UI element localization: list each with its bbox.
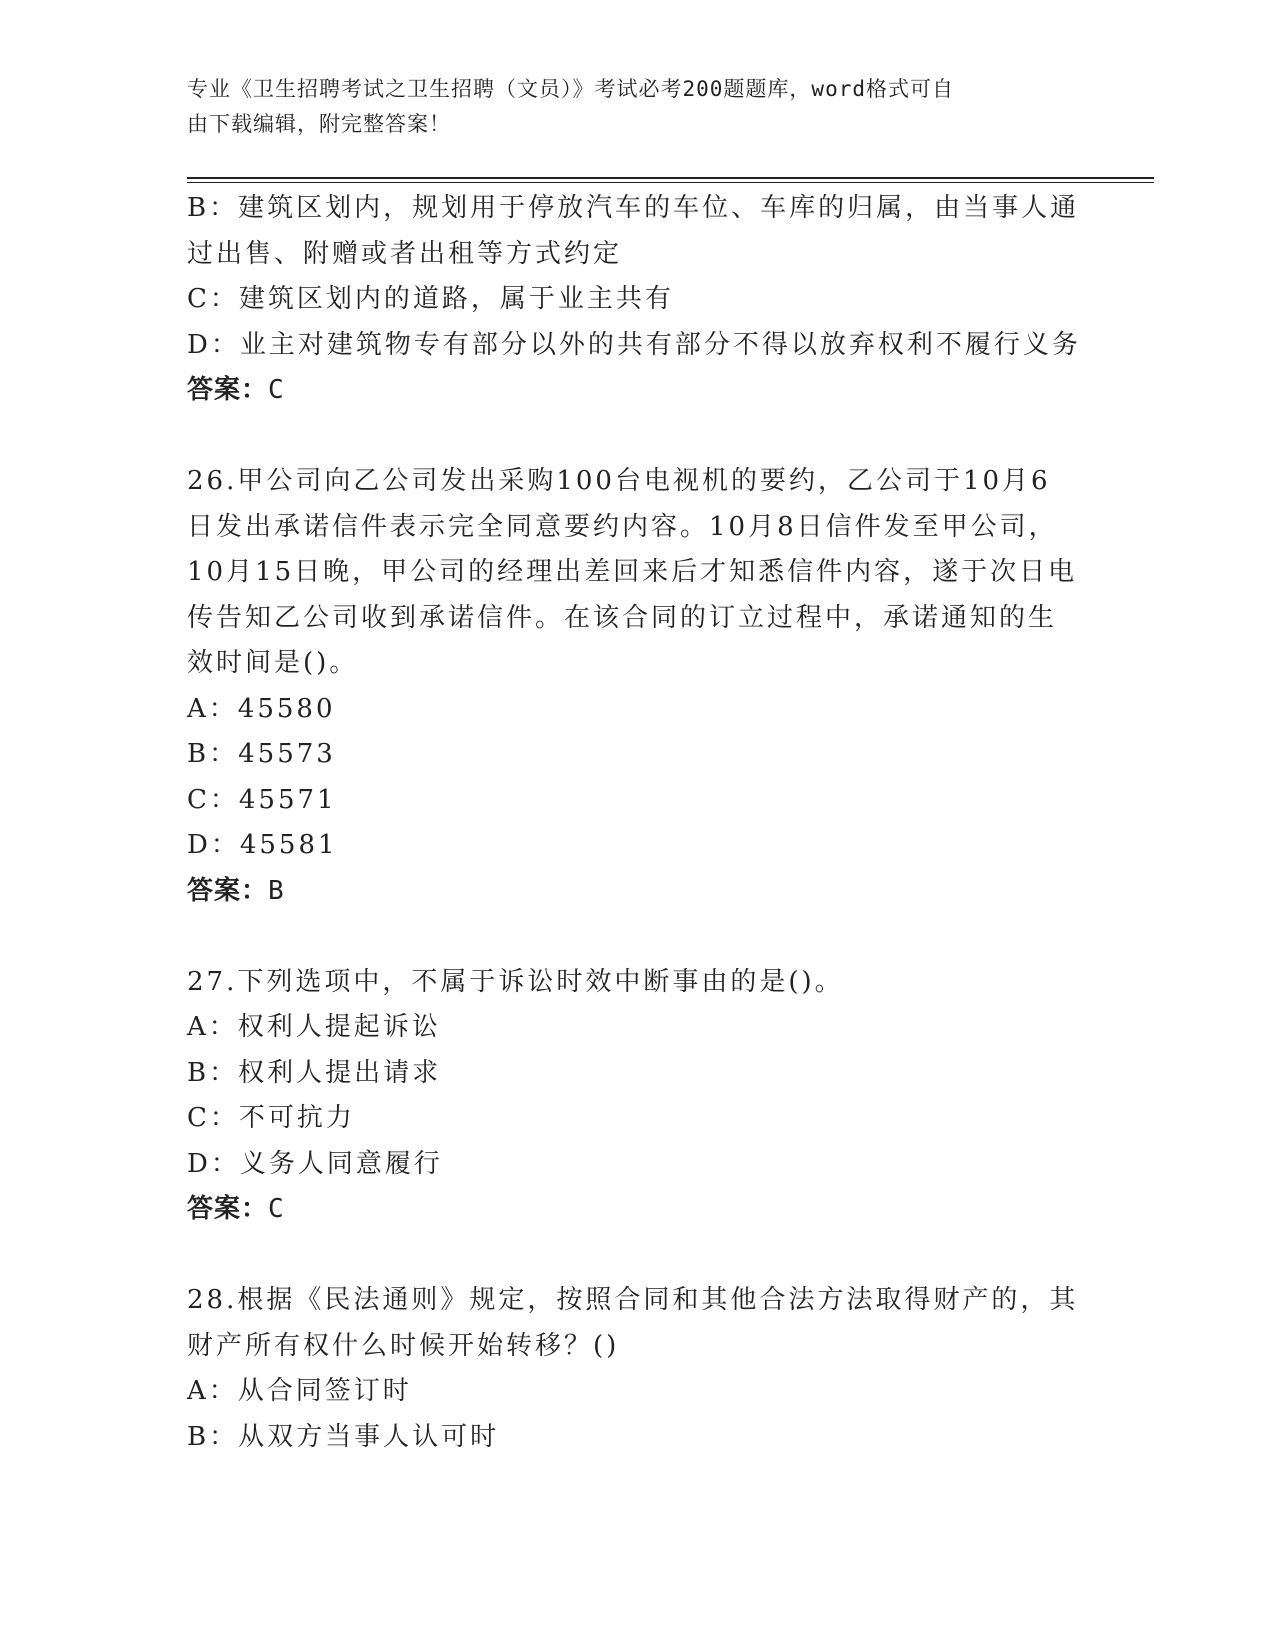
header-line-2: 由下载编辑，附完整答案！ [187,112,451,136]
question-stem: 日发出承诺信件表示完全同意要约内容。10月8日信件发至甲公司， [187,511,1058,542]
answer-line [187,1187,1087,1233]
answer-label: 答案： [187,875,269,906]
question-stem: 财产所有权什么时候开始转移？() [187,1330,620,1361]
question-25-tail [187,186,1087,414]
document-body [187,186,1087,1460]
option-d: D：业主对建筑物专有部分以外的共有部分不得以放弃权利不履行义务 [187,329,1081,360]
answer-value: B [268,875,285,906]
question-stem: 10月15日晚，甲公司的经理出差回来后才知悉信件内容，遂于次日电 [187,557,1078,587]
answer-value: C [268,1194,285,1224]
header-divider-thick [187,177,1154,179]
question-27 [187,960,1087,1233]
option-c: C：不可抗力 [187,1103,355,1133]
answer-line [187,869,1087,915]
question-26 [187,459,1087,914]
answer-label: 答案： [187,1194,269,1224]
option-a: A：从合同签订时 [187,1376,412,1406]
option-b: B：45573 [187,739,336,769]
option-c: C：45571 [187,784,337,815]
option-b-continued: 过出售、附赠或者出租等方式约定 [187,238,623,269]
header-line-1: 专业《卫生招聘考试之卫生招聘（文员）》考试必考200题题库，word格式可自 [187,77,954,101]
option-b: B：建筑区划内，规划用于停放汽车的车位、车库的归属，由当事人通 [187,193,1080,223]
option-a: A：45580 [187,693,336,724]
answer-value: C [268,375,285,405]
question-stem: 传告知乙公司收到承诺信件。在该合同的订立过程中，承诺通知的生 [187,602,1058,633]
header-divider-thin [187,182,1154,183]
option-a: A：权利人提起诉讼 [187,1012,441,1042]
question-stem: 26.甲公司向乙公司发出采购100台电视机的要约，乙公司于10月6 [187,466,1051,496]
option-b: B：权利人提出请求 [187,1057,442,1088]
answer-label: 答案： [187,375,269,405]
document-header [187,72,1087,142]
option-d: D：45581 [187,830,338,860]
question-28 [187,1278,1087,1460]
option-c: C：建筑区划内的道路，属于业主共有 [187,284,674,314]
question-stem: 28.根据《民法通则》规定，按照合同和其他合法方法取得财产的，其 [187,1285,1079,1315]
answer-line [187,368,1087,414]
question-stem: 效时间是()。 [187,648,359,678]
option-d: D：义务人同意履行 [187,1148,443,1179]
option-b: B：从双方当事人认可时 [187,1421,500,1452]
question-stem: 27.下列选项中，不属于诉讼时效中断事由的是()。 [187,966,844,997]
